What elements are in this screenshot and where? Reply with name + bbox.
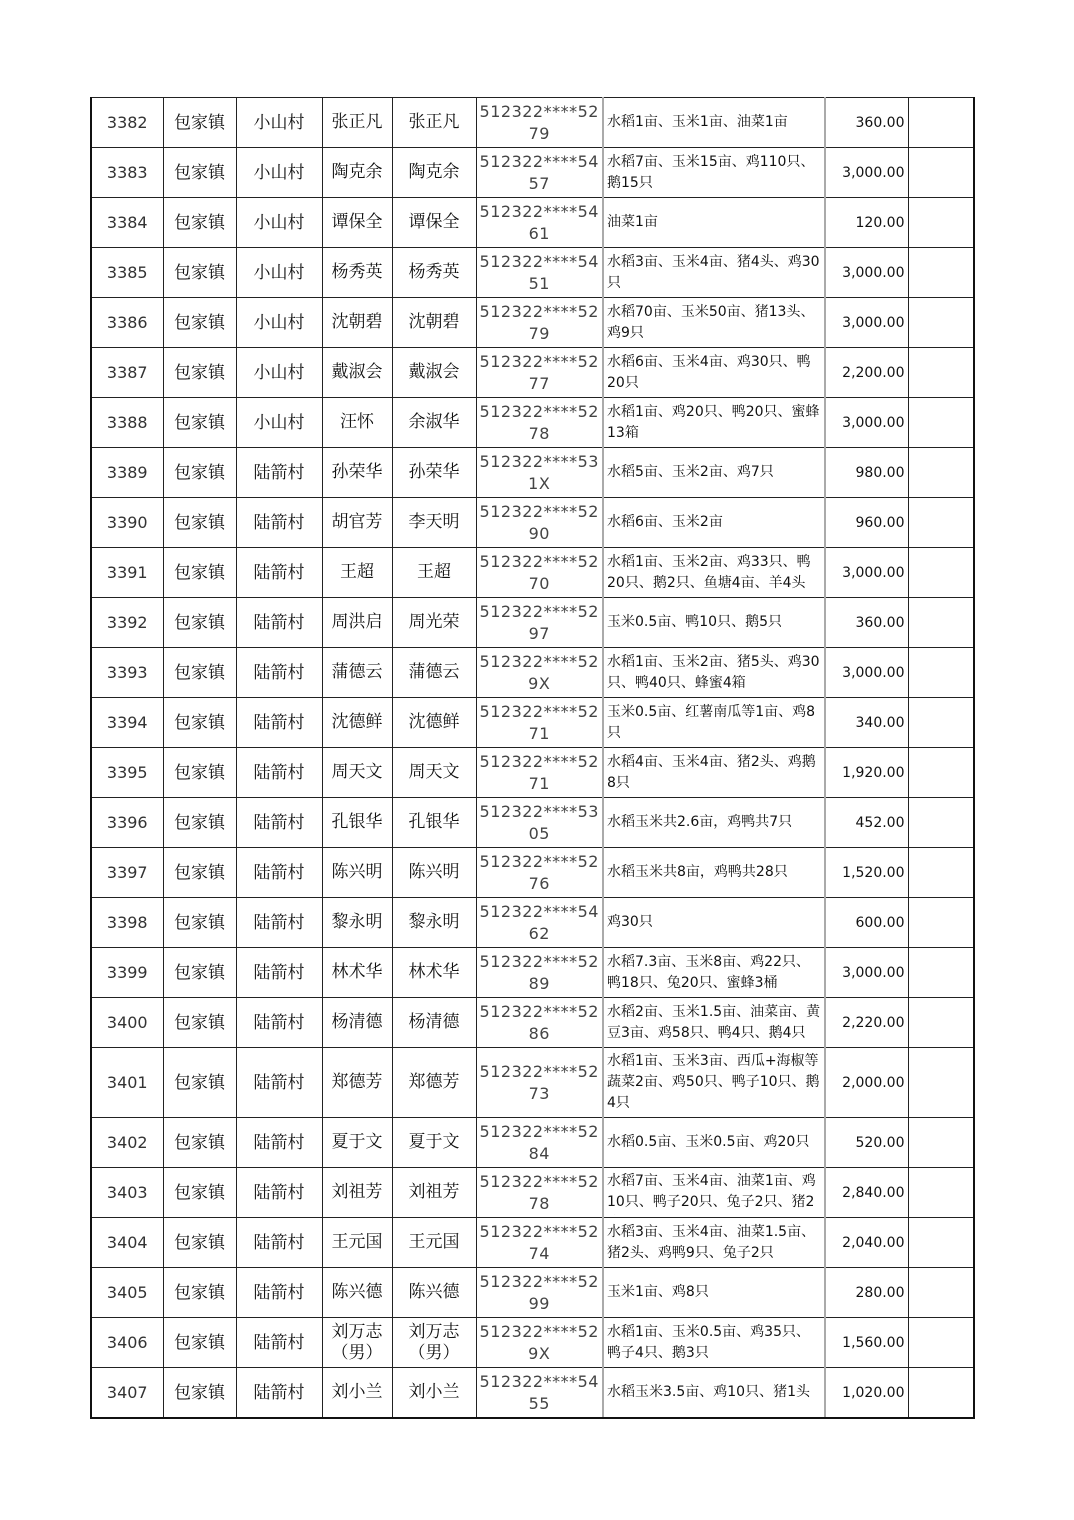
table-row (91, 198, 974, 248)
table-row (91, 398, 974, 448)
household-name-cell: 陈兴明 (322, 848, 392, 898)
town-cell: 包家镇 (163, 98, 236, 148)
payee-name-cell: 李天明 (392, 498, 476, 548)
id-number-cell: 512322****5455 (476, 1368, 603, 1419)
household-name-cell: 沈德鲜 (322, 698, 392, 748)
town-cell: 包家镇 (163, 1368, 236, 1419)
town-cell: 包家镇 (163, 1218, 236, 1268)
amount-cell: 3,000.00 (825, 298, 908, 348)
amount-cell: 360.00 (825, 98, 908, 148)
amount-cell: 2,840.00 (825, 1168, 908, 1218)
town-cell: 包家镇 (163, 1268, 236, 1318)
payee-name-cell: 蒲德云 (392, 648, 476, 698)
payee-name-cell: 孙荣华 (392, 448, 476, 498)
payee-name-cell: 余淑华 (392, 398, 476, 448)
row-number: 3387 (91, 348, 163, 398)
production-description-cell (603, 848, 825, 898)
payee-name-cell: 周光荣 (392, 598, 476, 648)
production-description-cell (603, 198, 825, 248)
table-row (91, 998, 974, 1048)
production-description-cell (603, 1168, 825, 1218)
remark-cell (908, 548, 974, 598)
amount-cell: 600.00 (825, 898, 908, 948)
table-row (91, 148, 974, 198)
village-cell: 陆箭村 (236, 1268, 322, 1318)
production-description-cell (603, 748, 825, 798)
amount-cell: 3,000.00 (825, 548, 908, 598)
table-row (91, 1048, 974, 1118)
remark-cell (908, 1168, 974, 1218)
remark-cell (908, 848, 974, 898)
description-text: 水稻1亩、鸡20只、鸭20只、蜜蜂13箱 (607, 403, 820, 441)
production-description-cell (603, 1268, 825, 1318)
production-description-cell (603, 648, 825, 698)
remark-cell (908, 1368, 974, 1419)
remark-cell (908, 1268, 974, 1318)
id-number-cell: 512322****5271 (476, 698, 603, 748)
payee-name-cell: 王元国 (392, 1218, 476, 1268)
village-cell: 陆箭村 (236, 748, 322, 798)
remark-cell (908, 898, 974, 948)
row-number: 3392 (91, 598, 163, 648)
town-cell: 包家镇 (163, 648, 236, 698)
village-cell: 小山村 (236, 248, 322, 298)
description-text: 水稻玉米3.5亩、鸡10只、猪1头 (607, 1384, 810, 1400)
description-text: 水稻1亩、玉米2亩、猪5头、鸡30只、鸭40只、蜂蜜4箱 (607, 653, 820, 691)
id-number-cell: 512322****5286 (476, 998, 603, 1048)
household-name-cell: 张正凡 (322, 98, 392, 148)
household-name-cell: 孔银华 (322, 798, 392, 848)
row-number: 3406 (91, 1318, 163, 1368)
remark-cell (908, 198, 974, 248)
village-cell: 陆箭村 (236, 1218, 322, 1268)
row-number: 3402 (91, 1118, 163, 1168)
amount-cell: 2,200.00 (825, 348, 908, 398)
row-number: 3397 (91, 848, 163, 898)
row-number: 3395 (91, 748, 163, 798)
town-cell: 包家镇 (163, 598, 236, 648)
household-name-cell: 杨秀英 (322, 248, 392, 298)
table-row (91, 1168, 974, 1218)
id-number-cell: 512322****5279 (476, 98, 603, 148)
table-row (91, 748, 974, 798)
id-number-cell: 512322****5289 (476, 948, 603, 998)
production-description-cell (603, 998, 825, 1048)
village-cell: 陆箭村 (236, 598, 322, 648)
description-text: 水稻玉米共8亩，鸡鸭共28只 (607, 864, 788, 880)
village-cell: 陆箭村 (236, 948, 322, 998)
remark-cell (908, 498, 974, 548)
table-row (91, 448, 974, 498)
description-text: 玉米1亩、鸡8只 (607, 1284, 709, 1300)
household-name-cell: 孙荣华 (322, 448, 392, 498)
village-cell: 陆箭村 (236, 1368, 322, 1419)
remark-cell (908, 998, 974, 1048)
town-cell: 包家镇 (163, 798, 236, 848)
amount-cell: 980.00 (825, 448, 908, 498)
row-number: 3407 (91, 1368, 163, 1419)
id-number-cell: 512322****5270 (476, 548, 603, 598)
village-cell: 小山村 (236, 148, 322, 198)
household-name-cell: 刘小兰 (322, 1368, 392, 1419)
household-name-cell: 陈兴德 (322, 1268, 392, 1318)
payee-name-cell: 黎永明 (392, 898, 476, 948)
id-number-cell: 512322****5273 (476, 1048, 603, 1118)
household-name-cell: 胡官芳 (322, 498, 392, 548)
table-body (91, 98, 974, 1419)
town-cell: 包家镇 (163, 948, 236, 998)
payee-name-cell: 刘万志（男） (392, 1318, 476, 1368)
payee-name-cell: 林术华 (392, 948, 476, 998)
village-cell: 陆箭村 (236, 698, 322, 748)
town-cell: 包家镇 (163, 148, 236, 198)
remark-cell (908, 1218, 974, 1268)
description-text: 水稻1亩、玉米1亩、油菜1亩 (607, 114, 788, 130)
amount-cell: 1,020.00 (825, 1368, 908, 1419)
payee-name-cell: 陈兴明 (392, 848, 476, 898)
table-row (91, 1318, 974, 1368)
row-number: 3382 (91, 98, 163, 148)
amount-cell: 452.00 (825, 798, 908, 848)
household-name-cell: 王超 (322, 548, 392, 598)
amount-cell: 280.00 (825, 1268, 908, 1318)
id-number-cell: 512322****5462 (476, 898, 603, 948)
id-number-cell: 512322****5457 (476, 148, 603, 198)
table-row (91, 898, 974, 948)
household-name-cell: 王元国 (322, 1218, 392, 1268)
amount-cell: 2,220.00 (825, 998, 908, 1048)
payee-name-cell: 孔银华 (392, 798, 476, 848)
id-number-cell: 512322****5305 (476, 798, 603, 848)
payee-name-cell: 郑德芳 (392, 1048, 476, 1118)
production-description-cell (603, 1118, 825, 1168)
village-cell: 小山村 (236, 198, 322, 248)
town-cell: 包家镇 (163, 698, 236, 748)
table-row (91, 648, 974, 698)
description-text: 水稻3亩、玉米4亩、猪4头、鸡30只 (607, 253, 820, 291)
village-cell: 陆箭村 (236, 1048, 322, 1118)
household-name-cell: 周天文 (322, 748, 392, 798)
amount-cell: 2,000.00 (825, 1048, 908, 1118)
amount-cell: 3,000.00 (825, 398, 908, 448)
id-number-cell: 512322****5299 (476, 1268, 603, 1318)
description-text: 水稻1亩、玉米0.5亩、鸡35只、鸭子4只、鹅3只 (607, 1323, 810, 1361)
remark-cell (908, 448, 974, 498)
household-name-cell: 郑德芳 (322, 1048, 392, 1118)
amount-cell: 3,000.00 (825, 248, 908, 298)
id-number-cell: 512322****5277 (476, 348, 603, 398)
table-row (91, 798, 974, 848)
row-number: 3384 (91, 198, 163, 248)
village-cell: 陆箭村 (236, 898, 322, 948)
payee-name-cell: 沈德鲜 (392, 698, 476, 748)
payee-name-cell: 刘祖芳 (392, 1168, 476, 1218)
description-text: 水稻7亩、玉米4亩、油菜1亩、鸡10只、鸭子20只、兔子2只、猪2 (607, 1172, 816, 1210)
town-cell: 包家镇 (163, 248, 236, 298)
row-number: 3386 (91, 298, 163, 348)
description-text: 水稻6亩、玉米4亩、鸡30只、鸭20只 (607, 353, 811, 391)
row-number: 3399 (91, 948, 163, 998)
description-text: 水稻7亩、玉米15亩、鸡110只、鹅15只 (607, 153, 815, 191)
row-number: 3390 (91, 498, 163, 548)
town-cell: 包家镇 (163, 298, 236, 348)
description-text: 水稻玉米共2.6亩，鸡鸭共7只 (607, 814, 793, 830)
amount-cell: 520.00 (825, 1118, 908, 1168)
production-description-cell (603, 398, 825, 448)
amount-cell: 1,520.00 (825, 848, 908, 898)
table-row (91, 1368, 974, 1419)
household-name-cell: 戴淑会 (322, 348, 392, 398)
id-number-cell: 512322****5297 (476, 598, 603, 648)
production-description-cell (603, 548, 825, 598)
household-name-cell: 夏于文 (322, 1118, 392, 1168)
payee-name-cell: 张正凡 (392, 98, 476, 148)
town-cell: 包家镇 (163, 1048, 236, 1118)
town-cell: 包家镇 (163, 998, 236, 1048)
production-description-cell (603, 1318, 825, 1368)
village-cell: 陆箭村 (236, 1118, 322, 1168)
table-row (91, 848, 974, 898)
amount-cell: 960.00 (825, 498, 908, 548)
household-name-cell: 沈朝碧 (322, 298, 392, 348)
village-cell: 陆箭村 (236, 498, 322, 548)
description-text: 水稻2亩、玉米1.5亩、油菜亩、黄豆3亩、鸡58只、鸭4只、鹅4只 (607, 1003, 821, 1041)
remark-cell (908, 648, 974, 698)
id-number-cell: 512322****5271 (476, 748, 603, 798)
description-text: 玉米0.5亩、红薯南瓜等1亩、鸡8只 (607, 703, 816, 741)
table-row (91, 248, 974, 298)
household-name-cell: 刘祖芳 (322, 1168, 392, 1218)
remark-cell (908, 98, 974, 148)
description-text: 水稻6亩、玉米2亩 (607, 514, 723, 530)
remark-cell (908, 398, 974, 448)
remark-cell (908, 248, 974, 298)
village-cell: 小山村 (236, 298, 322, 348)
town-cell: 包家镇 (163, 448, 236, 498)
town-cell: 包家镇 (163, 548, 236, 598)
village-cell: 陆箭村 (236, 1168, 322, 1218)
payee-name-cell: 沈朝碧 (392, 298, 476, 348)
production-description-cell (603, 598, 825, 648)
town-cell: 包家镇 (163, 898, 236, 948)
remark-cell (908, 598, 974, 648)
payee-name-cell: 杨秀英 (392, 248, 476, 298)
production-description-cell (603, 798, 825, 848)
village-cell: 陆箭村 (236, 848, 322, 898)
id-number-cell: 512322****5274 (476, 1218, 603, 1268)
remark-cell (908, 348, 974, 398)
description-text: 鸡30只 (607, 914, 653, 930)
table-row (91, 498, 974, 548)
id-number-cell: 512322****5278 (476, 1168, 603, 1218)
payee-name-cell: 陶克余 (392, 148, 476, 198)
amount-cell: 3,000.00 (825, 648, 908, 698)
id-number-cell: 512322****5451 (476, 248, 603, 298)
remark-cell (908, 798, 974, 848)
description-text: 玉米0.5亩、鸭10只、鹅5只 (607, 614, 782, 630)
town-cell: 包家镇 (163, 1168, 236, 1218)
production-description-cell (603, 948, 825, 998)
town-cell: 包家镇 (163, 848, 236, 898)
table-row (91, 548, 974, 598)
amount-cell: 1,560.00 (825, 1318, 908, 1368)
row-number: 3393 (91, 648, 163, 698)
production-description-cell (603, 348, 825, 398)
amount-cell: 3,000.00 (825, 948, 908, 998)
amount-cell: 1,920.00 (825, 748, 908, 798)
village-cell: 陆箭村 (236, 648, 322, 698)
table-row (91, 348, 974, 398)
town-cell: 包家镇 (163, 1118, 236, 1168)
remark-cell (908, 298, 974, 348)
production-description-cell (603, 1368, 825, 1419)
row-number: 3398 (91, 898, 163, 948)
production-description-cell (603, 98, 825, 148)
id-number-cell: 512322****5276 (476, 848, 603, 898)
town-cell: 包家镇 (163, 1318, 236, 1368)
remark-cell (908, 748, 974, 798)
remark-cell (908, 1318, 974, 1368)
id-number-cell: 512322****5284 (476, 1118, 603, 1168)
household-name-cell: 谭保全 (322, 198, 392, 248)
remark-cell (908, 1118, 974, 1168)
payee-name-cell: 谭保全 (392, 198, 476, 248)
village-cell: 陆箭村 (236, 798, 322, 848)
id-number-cell: 512322****5278 (476, 398, 603, 448)
household-name-cell: 汪怀 (322, 398, 392, 448)
description-text: 水稻5亩、玉米2亩、鸡7只 (607, 464, 774, 480)
production-description-cell (603, 698, 825, 748)
id-number-cell: 512322****5290 (476, 498, 603, 548)
table-row (91, 1218, 974, 1268)
row-number: 3388 (91, 398, 163, 448)
row-number: 3394 (91, 698, 163, 748)
village-cell: 小山村 (236, 98, 322, 148)
remark-cell (908, 948, 974, 998)
description-text: 水稻0.5亩、玉米0.5亩、鸡20只 (607, 1134, 810, 1150)
table-row (91, 298, 974, 348)
table-row (91, 98, 974, 148)
village-cell: 陆箭村 (236, 548, 322, 598)
row-number: 3391 (91, 548, 163, 598)
payee-name-cell: 刘小兰 (392, 1368, 476, 1419)
production-description-cell (603, 898, 825, 948)
payee-name-cell: 陈兴德 (392, 1268, 476, 1318)
household-name-cell: 陶克余 (322, 148, 392, 198)
description-text: 水稻7.3亩、玉米8亩、鸡22只、鸭18只、兔20只、蜜蜂3桶 (607, 953, 810, 991)
production-description-cell (603, 498, 825, 548)
table-row (91, 1268, 974, 1318)
town-cell: 包家镇 (163, 498, 236, 548)
production-description-cell (603, 1048, 825, 1118)
town-cell: 包家镇 (163, 398, 236, 448)
village-cell: 小山村 (236, 348, 322, 398)
description-text: 水稻1亩、玉米3亩、西瓜+海椒等蔬菜2亩、鸡50只、鸭子10只、鹅4只 (607, 1053, 820, 1111)
id-number-cell: 512322****5279 (476, 298, 603, 348)
amount-cell: 2,040.00 (825, 1218, 908, 1268)
row-number: 3385 (91, 248, 163, 298)
household-name-cell: 杨清德 (322, 998, 392, 1048)
description-text: 油菜1亩 (607, 214, 658, 230)
payee-name-cell: 王超 (392, 548, 476, 598)
town-cell: 包家镇 (163, 348, 236, 398)
production-description-cell (603, 148, 825, 198)
village-cell: 陆箭村 (236, 448, 322, 498)
household-name-cell: 周洪启 (322, 598, 392, 648)
remark-cell (908, 1048, 974, 1118)
id-number-cell: 512322****529X (476, 1318, 603, 1368)
production-description-cell (603, 248, 825, 298)
village-cell: 小山村 (236, 398, 322, 448)
payee-name-cell: 周天文 (392, 748, 476, 798)
production-description-cell (603, 298, 825, 348)
id-number-cell: 512322****5461 (476, 198, 603, 248)
id-number-cell: 512322****529X (476, 648, 603, 698)
town-cell: 包家镇 (163, 748, 236, 798)
production-description-cell (603, 448, 825, 498)
description-text: 水稻4亩、玉米4亩、猪2头、鸡鹅8只 (607, 753, 816, 791)
description-text: 水稻3亩、玉米4亩、油菜1.5亩、猪2头、鸡鸭9只、兔子2只 (607, 1223, 816, 1261)
id-number-cell: 512322****531X (476, 448, 603, 498)
remark-cell (908, 148, 974, 198)
remark-cell (908, 698, 974, 748)
household-name-cell: 蒲德云 (322, 648, 392, 698)
amount-cell: 120.00 (825, 198, 908, 248)
household-name-cell: 林术华 (322, 948, 392, 998)
village-cell: 陆箭村 (236, 998, 322, 1048)
description-text: 水稻1亩、玉米2亩、鸡33只、鸭20只、鹅2只、鱼塘4亩、羊4头 (607, 553, 811, 591)
row-number: 3404 (91, 1218, 163, 1268)
row-number: 3396 (91, 798, 163, 848)
row-number: 3401 (91, 1048, 163, 1118)
household-name-cell: 刘万志（男） (322, 1318, 392, 1368)
row-number: 3405 (91, 1268, 163, 1318)
town-cell: 包家镇 (163, 198, 236, 248)
production-description-cell (603, 1218, 825, 1268)
row-number: 3389 (91, 448, 163, 498)
amount-cell: 340.00 (825, 698, 908, 748)
payee-name-cell: 夏于文 (392, 1118, 476, 1168)
row-number: 3383 (91, 148, 163, 198)
table-row (91, 948, 974, 998)
payee-name-cell: 戴淑会 (392, 348, 476, 398)
table-row (91, 698, 974, 748)
household-name-cell: 黎永明 (322, 898, 392, 948)
payee-name-cell: 杨清德 (392, 998, 476, 1048)
amount-cell: 3,000.00 (825, 148, 908, 198)
subsidy-table (90, 97, 975, 1419)
amount-cell: 360.00 (825, 598, 908, 648)
village-cell: 陆箭村 (236, 1318, 322, 1368)
row-number: 3400 (91, 998, 163, 1048)
row-number: 3403 (91, 1168, 163, 1218)
description-text: 水稻70亩、玉米50亩、猪13头、鸡9只 (607, 303, 815, 341)
table-row (91, 1118, 974, 1168)
table-row (91, 598, 974, 648)
